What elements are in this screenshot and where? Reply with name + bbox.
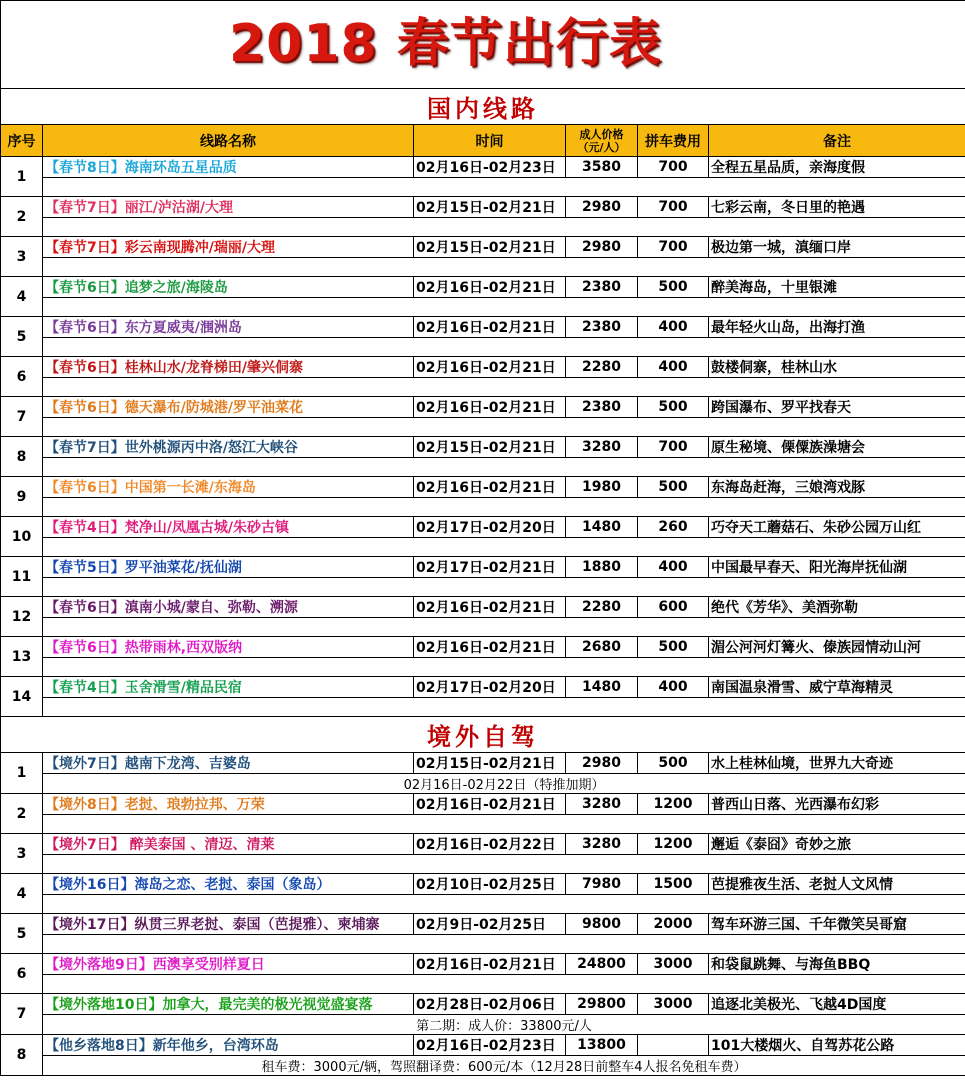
table-subrow <box>1 338 965 357</box>
route-note: 跨国瀑布、罗平找春天 <box>709 397 965 418</box>
route-tag: 【境外7日】 <box>45 837 125 853</box>
header-time: 时间 <box>414 125 566 157</box>
route-sub-note <box>43 298 965 317</box>
row-number: 6 <box>1 954 43 994</box>
route-tag: 【春节7日】 <box>45 200 125 216</box>
row-number: 2 <box>1 794 43 834</box>
route-time: 02月15日-02月21日 <box>414 753 566 774</box>
route-price: 29800 <box>566 994 638 1015</box>
route-name <box>43 914 414 935</box>
route-price: 7980 <box>566 874 638 895</box>
route-price: 13800 <box>566 1035 638 1056</box>
route-title: 世外桃源丙中洛/怒江大峡谷 <box>124 440 298 456</box>
route-price: 3280 <box>566 794 638 815</box>
table-row <box>1 477 965 498</box>
route-time: 02月16日-02月21日 <box>414 794 566 815</box>
table-subrow <box>1 458 965 477</box>
overseas-section-row <box>1 717 965 753</box>
row-number: 9 <box>1 477 43 517</box>
route-tag: 【春节5日】 <box>45 560 125 576</box>
route-name <box>43 237 414 258</box>
route-carpool-fee: 400 <box>638 557 709 578</box>
row-number: 5 <box>1 914 43 954</box>
route-note: 鼓楼侗寨，桂林山水 <box>709 357 965 378</box>
route-tag: 【他乡落地8日】 <box>45 1038 153 1054</box>
table-subrow <box>1 855 965 874</box>
table-subrow <box>1 578 965 597</box>
route-sub-note <box>43 578 965 597</box>
route-name <box>43 197 414 218</box>
route-price: 2980 <box>566 197 638 218</box>
route-time: 02月16日-02月23日 <box>414 157 566 178</box>
route-note: 巧夺天工蘑菇石、朱砂公园万山红 <box>709 517 965 538</box>
route-carpool-fee: 600 <box>638 597 709 618</box>
route-time: 02月15日-02月21日 <box>414 197 566 218</box>
route-note: 最年轻火山岛，出海打渔 <box>709 317 965 338</box>
table-row <box>1 317 965 338</box>
row-number: 14 <box>1 677 43 717</box>
route-sub-note <box>43 458 965 477</box>
route-carpool-fee <box>638 1035 709 1056</box>
route-tag: 【春节4日】 <box>45 680 125 696</box>
route-title: 罗平油菜花/抚仙湖 <box>124 560 242 576</box>
table-row <box>1 197 965 218</box>
table-row <box>1 517 965 538</box>
row-number: 4 <box>1 277 43 317</box>
route-tag: 【春节6日】 <box>45 600 125 616</box>
route-price: 2280 <box>566 357 638 378</box>
route-price: 1980 <box>566 477 638 498</box>
route-carpool-fee: 400 <box>638 357 709 378</box>
route-carpool-fee: 700 <box>638 157 709 178</box>
route-name <box>43 597 414 618</box>
table-subrow <box>1 218 965 237</box>
route-title: 海南环岛五星品质 <box>124 160 237 176</box>
route-price: 3280 <box>566 834 638 855</box>
row-number: 11 <box>1 557 43 597</box>
table-row <box>1 157 965 178</box>
route-sub-note <box>43 258 965 277</box>
route-price: 2380 <box>566 277 638 298</box>
route-sub-note <box>43 178 965 197</box>
route-title: 西澳享受别样夏日 <box>152 957 265 973</box>
table-row <box>1 437 965 458</box>
header-route: 线路名称 <box>43 125 414 157</box>
route-time: 02月16日-02月23日 <box>414 1035 566 1056</box>
row-number: 7 <box>1 397 43 437</box>
table-row <box>1 677 965 698</box>
row-number: 12 <box>1 597 43 637</box>
route-tag: 【春节7日】 <box>45 240 125 256</box>
route-tag: 【境外7日】 <box>45 756 125 772</box>
route-title: 纵贯三界老挝、泰国（芭提雅）、柬埔寨 <box>134 917 380 933</box>
table-subrow <box>1 895 965 914</box>
table-subrow <box>1 935 965 954</box>
row-number: 8 <box>1 437 43 477</box>
route-title: 老挝、琅勃拉邦、万荣 <box>124 797 265 813</box>
header-note: 备注 <box>709 125 965 157</box>
route-sub-note <box>43 218 965 237</box>
table-row <box>1 834 965 855</box>
route-price: 9800 <box>566 914 638 935</box>
route-time: 02月16日-02月21日 <box>414 637 566 658</box>
route-tag: 【春节8日】 <box>45 160 125 176</box>
route-name <box>43 637 414 658</box>
route-note: 追逐北美极光、飞越4D国度 <box>709 994 965 1015</box>
route-price: 3580 <box>566 157 638 178</box>
row-number: 7 <box>1 994 43 1035</box>
route-tag: 【境外16日】 <box>45 877 135 893</box>
route-carpool-fee: 1200 <box>638 834 709 855</box>
route-note: 醉美海岛，十里银滩 <box>709 277 965 298</box>
route-price: 3280 <box>566 437 638 458</box>
route-time: 02月15日-02月21日 <box>414 437 566 458</box>
route-note: 驾车环游三国、千年微笑吴哥窟 <box>709 914 965 935</box>
route-carpool-fee: 260 <box>638 517 709 538</box>
route-carpool-fee: 3000 <box>638 954 709 975</box>
route-price: 2280 <box>566 597 638 618</box>
route-time: 02月17日-02月20日 <box>414 677 566 698</box>
route-tag: 【春节6日】 <box>45 360 125 376</box>
route-carpool-fee: 400 <box>638 677 709 698</box>
route-carpool-fee: 3000 <box>638 994 709 1015</box>
route-title: 加拿大，最完美的极光视觉盛宴落 <box>162 997 373 1013</box>
route-carpool-fee: 1200 <box>638 794 709 815</box>
table-row <box>1 597 965 618</box>
table-row <box>1 1035 965 1056</box>
table-subrow <box>1 774 965 794</box>
route-note: 中国最早春天、阳光海岸抚仙湖 <box>709 557 965 578</box>
route-title: 玉舍滑雪/精品民宿 <box>124 680 242 696</box>
route-carpool-fee: 500 <box>638 637 709 658</box>
table-row <box>1 914 965 935</box>
route-title: 追梦之旅/海陵岛 <box>124 280 228 296</box>
table-subrow <box>1 618 965 637</box>
row-number: 2 <box>1 197 43 237</box>
route-name <box>43 437 414 458</box>
route-tag: 【境外8日】 <box>45 797 125 813</box>
route-name <box>43 954 414 975</box>
route-carpool-fee: 400 <box>638 317 709 338</box>
table-subrow <box>1 298 965 317</box>
row-number: 10 <box>1 517 43 557</box>
table-row <box>1 397 965 418</box>
table-subrow <box>1 498 965 517</box>
route-note: 普西山日落、光西瀑布幻彩 <box>709 794 965 815</box>
route-carpool-fee: 2000 <box>638 914 709 935</box>
route-note: 101大楼烟火、自驾苏花公路 <box>709 1035 965 1056</box>
table-row <box>1 794 965 815</box>
route-note: 芭提雅夜生活、老挝人文风情 <box>709 874 965 895</box>
route-name <box>43 557 414 578</box>
route-note: 东海岛赶海，三娘湾戏豚 <box>709 477 965 498</box>
table-row <box>1 954 965 975</box>
row-number: 5 <box>1 317 43 357</box>
route-sub-note <box>43 895 965 914</box>
route-sub-note <box>43 658 965 677</box>
table-subrow <box>1 975 965 994</box>
route-carpool-fee: 1500 <box>638 874 709 895</box>
row-number: 1 <box>1 157 43 197</box>
route-sub-note: 租车费：3000元/辆，驾照翻译费：600元/本（12月28日前整车4人报名免租车费） <box>43 1056 965 1076</box>
route-title: 东方夏威夷/涠洲岛 <box>124 320 242 336</box>
route-time: 02月28日-02月06日 <box>414 994 566 1015</box>
route-name <box>43 477 414 498</box>
route-sub-note <box>43 538 965 557</box>
header-price-line1: 成人价格 <box>579 127 624 141</box>
route-carpool-fee: 700 <box>638 437 709 458</box>
route-tag: 【春节6日】 <box>45 320 125 336</box>
route-name <box>43 874 414 895</box>
route-name <box>43 397 414 418</box>
route-note: 七彩云南，冬日里的艳遇 <box>709 197 965 218</box>
route-title: 桂林山水/龙脊梯田/肇兴侗寨 <box>124 360 303 376</box>
route-title: 越南下龙湾、吉婆岛 <box>124 756 251 772</box>
route-note: 和袋鼠跳舞、与海鱼BBQ <box>709 954 965 975</box>
route-note: 湄公河河灯篝火、傣族园情动山河 <box>709 637 965 658</box>
route-title: 中国第一长滩/东海岛 <box>124 480 256 496</box>
route-time: 02月16日-02月21日 <box>414 477 566 498</box>
row-number: 6 <box>1 357 43 397</box>
route-carpool-fee: 500 <box>638 477 709 498</box>
route-title: 丽江/泸沽湖/大理 <box>124 200 233 216</box>
row-number: 4 <box>1 874 43 914</box>
route-time: 02月16日-02月21日 <box>414 397 566 418</box>
route-time: 02月16日-02月21日 <box>414 277 566 298</box>
page-title <box>1 1 965 89</box>
route-tag: 【境外落地10日】 <box>45 997 163 1013</box>
route-price: 2980 <box>566 753 638 774</box>
table-row <box>1 277 965 298</box>
route-price: 2680 <box>566 637 638 658</box>
overseas-section-title: 境外自驾 <box>1 717 965 753</box>
table-row <box>1 237 965 258</box>
route-carpool-fee: 700 <box>638 197 709 218</box>
route-note: 极边第一城，滇缅口岸 <box>709 237 965 258</box>
route-note: 南国温泉滑雪、威宁草海精灵 <box>709 677 965 698</box>
route-name <box>43 753 414 774</box>
route-name <box>43 317 414 338</box>
route-sub-note <box>43 418 965 437</box>
route-sub-note: 第二期：成人价：33800元/人 <box>43 1015 965 1035</box>
route-tag: 【境外落地9日】 <box>45 957 153 973</box>
table-row <box>1 994 965 1015</box>
row-number: 3 <box>1 237 43 277</box>
title-text: 2018 春节出行表 <box>229 14 662 74</box>
route-time: 02月16日-02月21日 <box>414 954 566 975</box>
route-sub-note: 02月16日-02月22日（特推加期） <box>43 774 965 794</box>
row-number: 8 <box>1 1035 43 1076</box>
route-note: 水上桂林仙境，世界九大奇迹 <box>709 753 965 774</box>
row-number: 1 <box>1 753 43 794</box>
table-subrow <box>1 538 965 557</box>
route-title: 梵净山/凤凰古城/朱砂古镇 <box>124 520 289 536</box>
route-sub-note <box>43 498 965 517</box>
route-sub-note <box>43 618 965 637</box>
table-row <box>1 753 965 774</box>
route-note: 邂逅《泰囧》奇妙之旅 <box>709 834 965 855</box>
route-sub-note <box>43 378 965 397</box>
table-subrow <box>1 418 965 437</box>
route-carpool-fee: 500 <box>638 277 709 298</box>
route-name <box>43 834 414 855</box>
route-tag: 【境外17日】 <box>45 917 135 933</box>
route-title: 德天瀑布/防城港/罗平油菜花 <box>124 400 303 416</box>
route-title: 热带雨林,西双版纳 <box>124 640 243 656</box>
route-tag: 【春节7日】 <box>45 440 125 456</box>
route-price: 2980 <box>566 237 638 258</box>
route-carpool-fee: 700 <box>638 237 709 258</box>
route-sub-note <box>43 975 965 994</box>
route-name <box>43 994 414 1015</box>
route-carpool-fee: 500 <box>638 753 709 774</box>
row-number: 3 <box>1 834 43 874</box>
route-name <box>43 677 414 698</box>
table-subrow <box>1 1056 965 1076</box>
table-subrow <box>1 178 965 197</box>
header-seq: 序号 <box>1 125 43 157</box>
route-tag: 【春节4日】 <box>45 520 125 536</box>
table-subrow <box>1 815 965 834</box>
table-row <box>1 874 965 895</box>
route-title: 醉美泰国 、清迈、清莱 <box>124 837 275 853</box>
route-sub-note <box>43 338 965 357</box>
row-number: 13 <box>1 637 43 677</box>
route-sub-note <box>43 698 965 717</box>
route-carpool-fee: 500 <box>638 397 709 418</box>
route-time: 02月16日-02月22日 <box>414 834 566 855</box>
route-sub-note <box>43 815 965 834</box>
route-tag: 【春节6日】 <box>45 640 125 656</box>
route-title: 滇南小城/蒙自、弥勒、溯源 <box>124 600 298 616</box>
route-name <box>43 517 414 538</box>
route-note: 绝代《芳华》、美酒弥勒 <box>709 597 965 618</box>
route-sub-note <box>43 855 965 874</box>
route-sub-note <box>43 935 965 954</box>
header-price-line2: （元/人） <box>577 140 626 154</box>
table-subrow <box>1 1015 965 1035</box>
route-price: 24800 <box>566 954 638 975</box>
table-subrow <box>1 698 965 717</box>
route-time: 02月10日-02月25日 <box>414 874 566 895</box>
table-subrow <box>1 658 965 677</box>
route-price: 1880 <box>566 557 638 578</box>
route-name <box>43 794 414 815</box>
route-time: 02月9日-02月25日 <box>414 914 566 935</box>
table-row <box>1 357 965 378</box>
domestic-section-title: 国内线路 <box>1 89 965 125</box>
route-name <box>43 157 414 178</box>
route-price: 2380 <box>566 317 638 338</box>
route-price: 2380 <box>566 397 638 418</box>
route-price: 1480 <box>566 517 638 538</box>
route-name <box>43 357 414 378</box>
route-title: 彩云南现腾冲/瑞丽/大理 <box>124 240 275 256</box>
route-name <box>43 277 414 298</box>
route-tag: 【春节6日】 <box>45 480 125 496</box>
route-time: 02月16日-02月21日 <box>414 597 566 618</box>
header-carpool: 拼车费用 <box>638 125 709 157</box>
route-time: 02月15日-02月21日 <box>414 237 566 258</box>
route-time: 02月16日-02月21日 <box>414 357 566 378</box>
route-note: 原生秘境、傈僳族澡塘会 <box>709 437 965 458</box>
route-time: 02月16日-02月21日 <box>414 317 566 338</box>
table-row <box>1 557 965 578</box>
route-note: 全程五星品质，亲海度假 <box>709 157 965 178</box>
route-title: 海岛之恋、老挝、泰国（象岛） <box>134 877 331 893</box>
route-tag: 【春节6日】 <box>45 280 125 296</box>
header-price <box>566 125 638 157</box>
table-row <box>1 637 965 658</box>
table-subrow <box>1 258 965 277</box>
route-name <box>43 1035 414 1056</box>
route-title: 新年他乡，台湾环岛 <box>152 1038 279 1054</box>
route-time: 02月17日-02月21日 <box>414 557 566 578</box>
route-time: 02月17日-02月20日 <box>414 517 566 538</box>
table-subrow <box>1 378 965 397</box>
route-price: 1480 <box>566 677 638 698</box>
route-tag: 【春节6日】 <box>45 400 125 416</box>
